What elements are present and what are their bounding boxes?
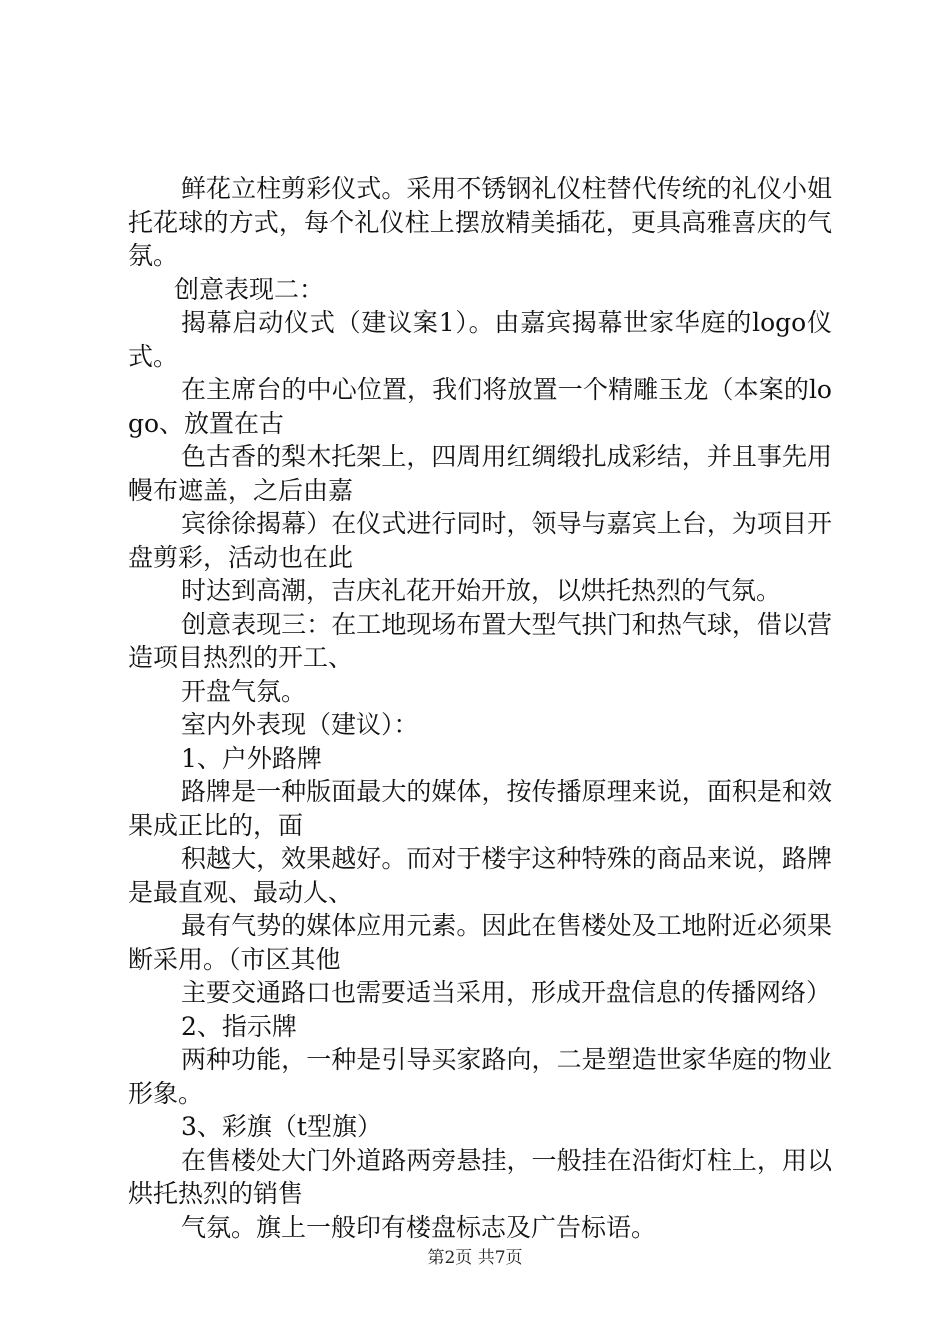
- paragraph-unveiling: 揭幕启动仪式（建议案1）。由嘉宾揭幕世家华庭的logo仪式。: [128, 308, 832, 371]
- heading-indoor-outdoor: 室内外表现（建议）：: [181, 710, 419, 739]
- paragraph-podium-1: 在主席台的中心位置，我们将放置一个精雕玉龙（本案的logo、放置在古: [128, 375, 832, 438]
- heading-flags: 3、彩旗（t型旗）: [181, 1112, 382, 1141]
- document-body: [128, 172, 832, 1244]
- paragraph-billboard-2: 积越大，效果越好。而对于楼宇这种特殊的商品来说，路牌是最直观、最动人、: [128, 844, 832, 907]
- paragraph-ribbon-cutting: 鲜花立柱剪彩仪式。采用不锈钢礼仪柱替代传统的礼仪小姐托花球的方式，每个礼仪柱上摆放精美插花，更具高雅喜庆的气氛。: [128, 174, 832, 270]
- heading-billboard: 1、户外路牌: [181, 743, 322, 773]
- paragraph-podium-3: 宾徐徐揭幕）在仪式进行同时，领导与嘉宾上台，为项目开盘剪彩，活动也在此: [128, 509, 832, 572]
- paragraph-billboard-3: 最有气势的媒体应用元素。因此在售楼处及工地附近必须果断采用。（市区其他: [128, 911, 832, 974]
- paragraph-creative-3-cont: 开盘气氛。: [181, 676, 307, 706]
- paragraph-flags-2: 气氛。旗上一般印有楼盘标志及广告标语。: [181, 1212, 657, 1242]
- paragraph-creative-3: 创意表现三：在工地现场布置大型气拱门和热气球，借以营造项目热烈的开工、: [128, 609, 832, 672]
- paragraph-billboard-1: 路牌是一种版面最大的媒体，按传播原理来说，面积是和效果成正比的，面: [128, 777, 832, 840]
- paragraph-signage: 两种功能，一种是引导买家路向，二是塑造世家华庭的物业形象。: [128, 1045, 832, 1108]
- paragraph-podium-2: 色古香的梨木托架上，四周用红绸缎扎成彩结，并且事先用幔布遮盖，之后由嘉: [128, 442, 832, 505]
- page-footer: 第2页 共7页: [427, 1248, 523, 1268]
- heading-creative-2: 创意表现二：: [174, 274, 325, 304]
- paragraph-flags-1: 在售楼处大门外道路两旁悬挂，一般挂在沿街灯柱上，用以烘托热烈的销售: [128, 1145, 832, 1208]
- paragraph-podium-4: 时达到高潮，吉庆礼花开始开放，以烘托热烈的气氛。: [181, 576, 782, 605]
- heading-signage: 2、指示牌: [181, 1011, 297, 1041]
- paragraph-billboard-4: 主要交通路口也需要适当采用，形成开盘信息的传播网络）: [181, 978, 832, 1007]
